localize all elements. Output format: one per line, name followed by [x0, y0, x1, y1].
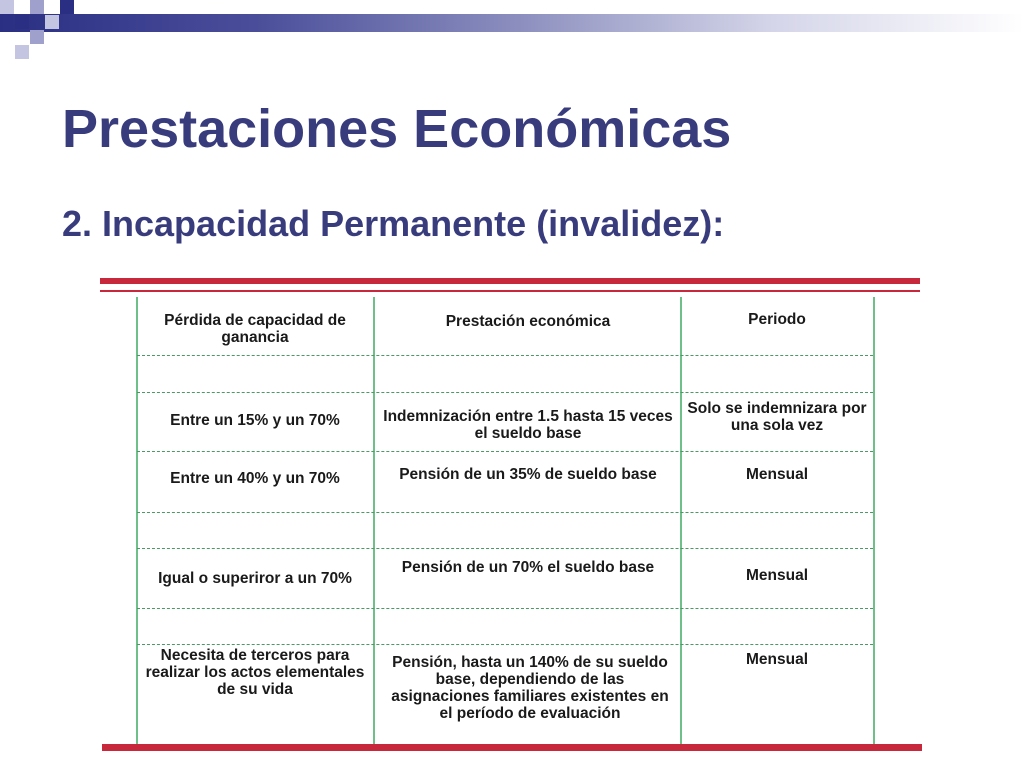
decorative-square [60, 0, 74, 14]
table-row-line [137, 451, 873, 452]
table-bottom-rule [102, 744, 922, 751]
table-row-line [137, 608, 873, 609]
table-row-line [137, 548, 873, 549]
decorative-square [0, 0, 14, 14]
table-column-line [680, 297, 682, 744]
header-gradient-band [0, 14, 1024, 32]
table-header-cell: Pérdida de capacidad de ganancia [164, 312, 346, 346]
table-row-line [137, 355, 873, 356]
table-cell: Igual o superiror a un 70% [158, 570, 352, 587]
table-column-line [873, 297, 875, 744]
table-cell: Pensión de un 35% de sueldo base [399, 466, 657, 483]
table-cell: Solo se indemnizara por una sola vez [687, 400, 867, 434]
decorative-square [30, 0, 44, 14]
table-cell: Entre un 15% y un 70% [170, 412, 340, 429]
table-cell: Pensión, hasta un 140% de su sueldo base, dependiendo de las asignaciones familiares existentes en el período de evaluación [391, 654, 669, 722]
table-cell: Necesita de terceros para realizar los actos elementales de su vida [145, 647, 365, 698]
table-cell: Mensual [745, 567, 808, 584]
decorative-square [30, 30, 44, 44]
table-row-line [137, 392, 873, 393]
table-header-cell: Prestación económica [445, 313, 611, 330]
table-row-line [137, 512, 873, 513]
table-header-cell: Periodo [748, 311, 806, 328]
slide-subtitle: 2. Incapacidad Permanente (invalidez): [62, 203, 725, 244]
slide-title: Prestaciones Económicas [62, 99, 732, 159]
table-cell: Pensión de un 70% el sueldo base [401, 559, 655, 576]
table-column-line [373, 297, 375, 744]
table-top-rule [100, 278, 920, 284]
table-cell: Entre un 40% y un 70% [170, 470, 340, 487]
decorative-square [15, 45, 29, 59]
table-top-rule-thin [100, 290, 920, 292]
decorative-square [45, 15, 59, 29]
table-row-line [137, 644, 873, 645]
table-cell: Mensual [745, 466, 808, 483]
decorative-square [15, 15, 29, 29]
table-cell: Mensual [745, 651, 808, 668]
table-column-line [136, 297, 138, 744]
table-cell: Indemnización entre 1.5 hasta 15 veces el sueldo base [383, 408, 673, 442]
